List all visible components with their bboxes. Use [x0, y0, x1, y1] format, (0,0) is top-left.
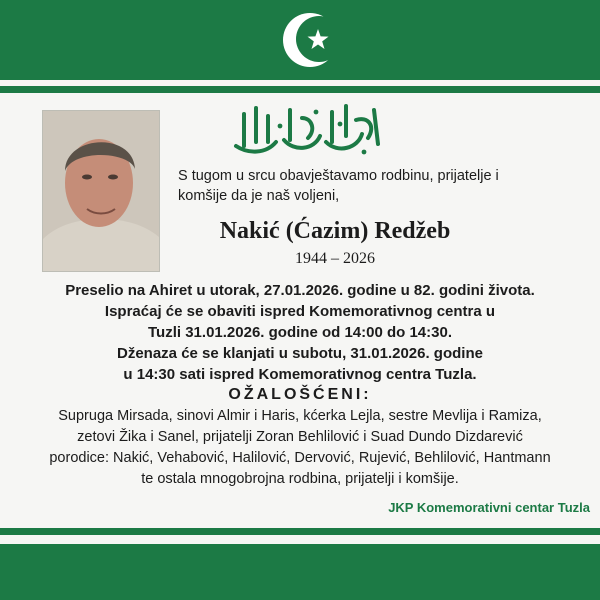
signature: JKP Komemorativni centar Tuzla: [388, 500, 590, 515]
detail-line: u 14:30 sati ispred Komemorativnog centra Tuzla.: [123, 366, 477, 383]
deceased-name: Nakić (Ćazim) Redžeb: [219, 218, 451, 244]
portrait-photo: [42, 110, 160, 272]
detail-line: Tuzli 31.01.2026. godine od 14:00 do 14:30.: [148, 324, 452, 341]
mourners-line: Supruga Mirsada, sinovi Almir i Haris, kćerka Lejla, sestre Mevlija i Ramiza,: [58, 408, 542, 424]
detail-line: Dženaza će se klanjati u subotu, 31.01.2026. godine: [117, 345, 483, 362]
intro-text: [178, 166, 578, 206]
mourners-line: zetovi Žika i Sanel, prijatelji Zoran Behlilović i Suad Dundo Dizdarević: [77, 429, 523, 445]
mourners-title: OŽALOŠĆENI:: [228, 386, 372, 403]
mourners-line: te ostala mnogobrojna rodbina, prijatelji i komšije.: [141, 471, 459, 487]
mourners-line: porodice: Nakić, Vehabović, Halilović, Dervović, Rujević, Behlilović, Hantmann: [49, 450, 551, 466]
life-years: 1944 – 2026: [295, 250, 375, 267]
intro-line: S tugom u srcu obavještavamo rodbinu, prijatelje i: [178, 168, 499, 184]
funeral-details: [0, 280, 600, 385]
mourners-list: [0, 406, 600, 490]
header-stripe: [0, 86, 600, 93]
crescent-star-icon: [280, 8, 344, 72]
footer-band: [0, 544, 600, 600]
intro-line: komšije da je naš voljeni,: [178, 188, 340, 204]
detail-line: Ispraćaj će se obaviti ispred Komemorativnog centra u: [104, 303, 496, 320]
detail-line: Preselio na Ahiret u utorak, 27.01.2026. godine u 82. godini života.: [65, 282, 535, 299]
arabic-calligraphy-icon: [228, 96, 388, 162]
footer-stripe: [0, 528, 600, 535]
